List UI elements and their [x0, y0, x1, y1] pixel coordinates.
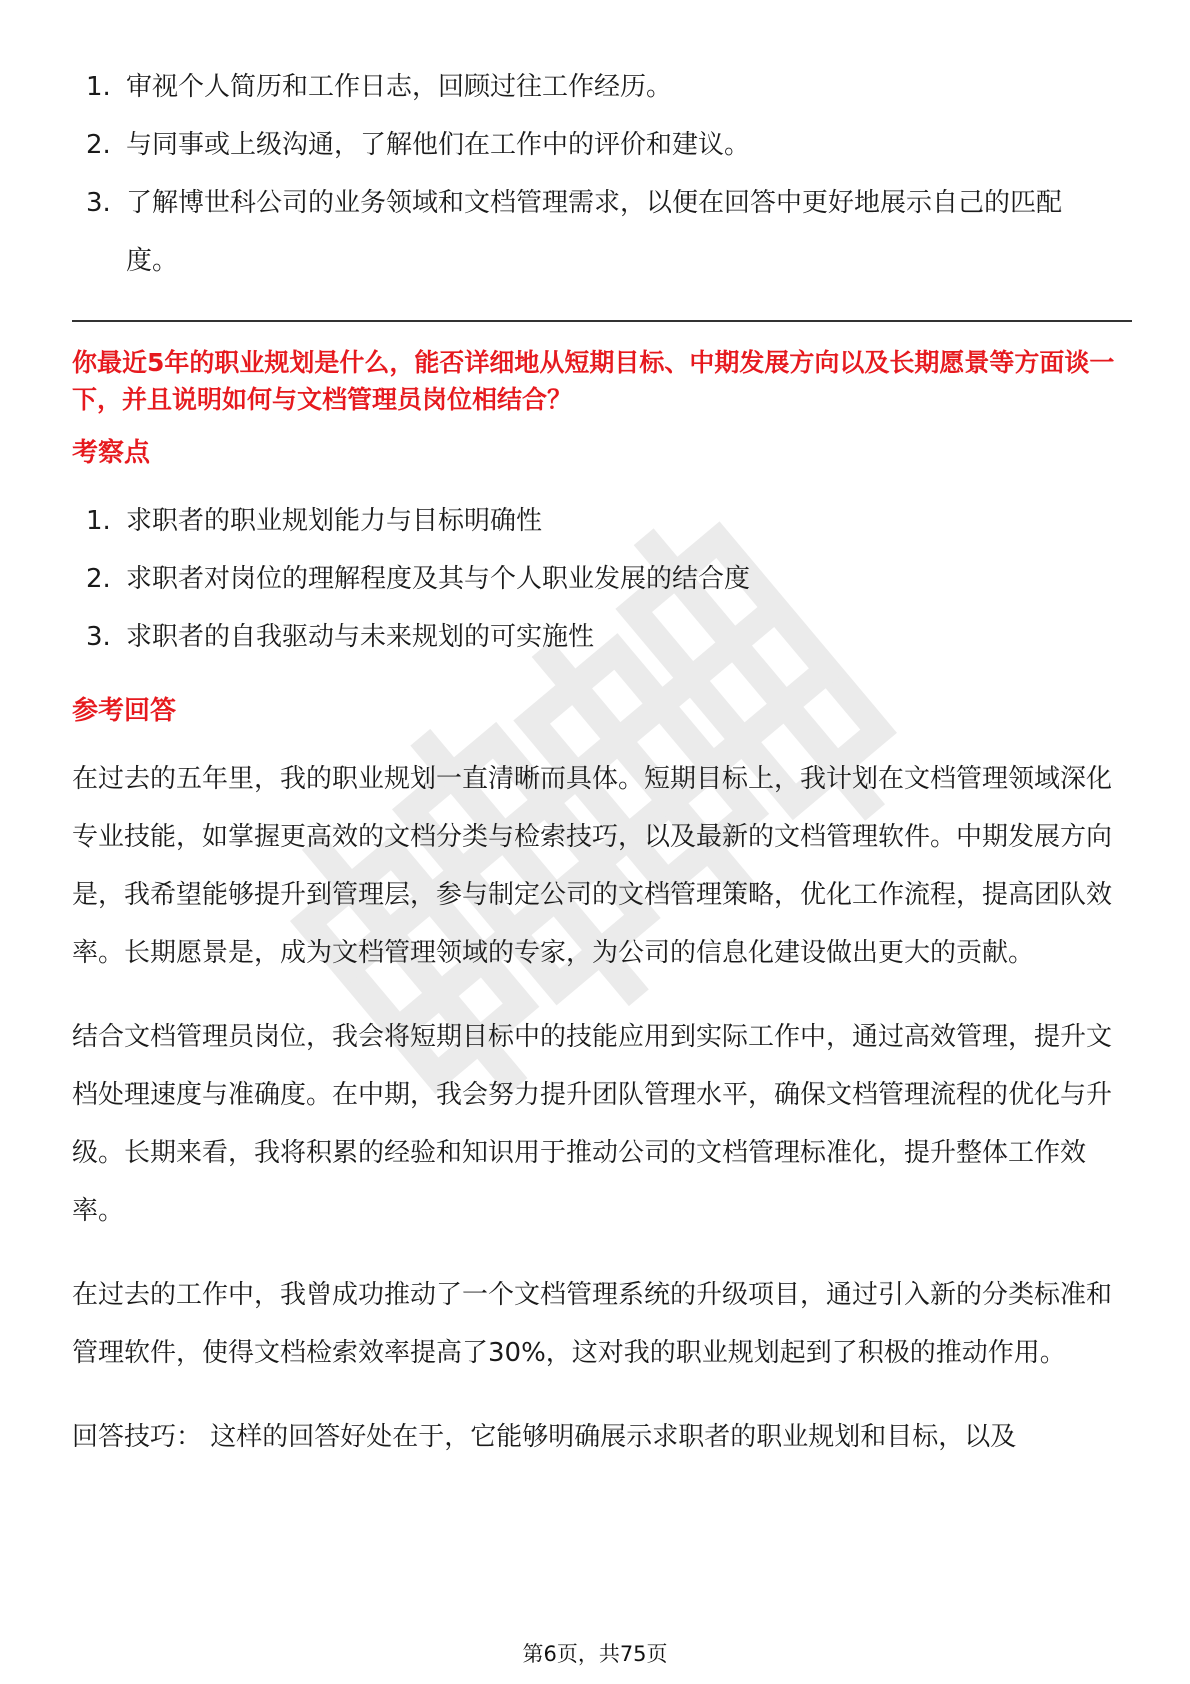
- list-item-text: 与同事或上级沟通，了解他们在工作中的评价和建议。: [126, 130, 751, 160]
- list-number: 2.: [86, 564, 111, 594]
- answer-paragraph: 在过去的工作中，我曾成功推动了一个文档管理系统的升级项目，通过引入新的分类标准和管理软件，使得文档检索效率提高了30%，这对我的职业规划起到了积极的推动作用。: [72, 1280, 1113, 1368]
- list-item: [72, 608, 1132, 666]
- list-number: 3.: [86, 622, 111, 652]
- list-number: 3.: [86, 188, 111, 218]
- answer-paragraph: 在过去的五年里，我的职业规划一直清晰而具体。短期目标上，我计划在文档管理领域深化专业技能，如掌握更高效的文档分类与检索技巧，以及最新的文档管理软件。中期发展方向是，我希望能够提升到管理层，参与制定公司的文档管理策略，优化工作流程，提高团队效率。长期愿景是，成为文档管理领域的专家，为公司的信息化建设做出更大的贡献。: [72, 764, 1113, 968]
- list-item: [72, 116, 1132, 174]
- section-divider: [72, 320, 1132, 322]
- answer-title: 参考回答: [72, 696, 177, 726]
- exam-points-title: 考察点: [72, 438, 151, 468]
- list-number: 2.: [86, 130, 111, 160]
- answer-paragraph: 结合文档管理员岗位，我会将短期目标中的技能应用到实际工作中，通过高效管理，提升文档处理速度与准确度。在中期，我会努力提升团队管理水平，确保文档管理流程的优化与升级。长期来看，我将积累的经验和知识用于推动公司的文档管理标准化，提升整体工作效率。: [72, 1022, 1113, 1226]
- content-area: [72, 58, 1132, 1492]
- question-heading: 你最近5年的职业规划是什么，能否详细地从短期目标、中期发展方向以及长期愿景等方面谈一下，并且说明如何与文档管理员岗位相结合？: [72, 348, 1115, 414]
- list-item-text: 求职者对岗位的理解程度及其与个人职业发展的结合度: [126, 564, 751, 594]
- answer-tip-paragraph: 回答技巧： 这样的回答好处在于，它能够明确展示求职者的职业规划和目标，以及: [72, 1422, 1017, 1452]
- list-item-text: 求职者的自我驱动与未来规划的可实施性: [126, 622, 595, 652]
- list-number: 1.: [86, 506, 111, 536]
- list-item: [72, 174, 1132, 290]
- prev-question-list: [72, 58, 1132, 290]
- list-item-text: 审视个人简历和工作日志，回顾过往工作经历。: [126, 72, 673, 102]
- list-number: 1.: [86, 72, 111, 102]
- list-item: [72, 550, 1132, 608]
- list-item: [72, 58, 1132, 116]
- list-item-text: 了解博世科公司的业务领域和文档管理需求，以便在回答中更好地展示自己的匹配度。: [126, 188, 1063, 276]
- exam-points-list: [72, 492, 1132, 666]
- list-item-text: 求职者的职业规划能力与目标明确性: [126, 506, 543, 536]
- list-item: [72, 492, 1132, 550]
- page-footer: 第6页，共75页: [522, 1642, 668, 1666]
